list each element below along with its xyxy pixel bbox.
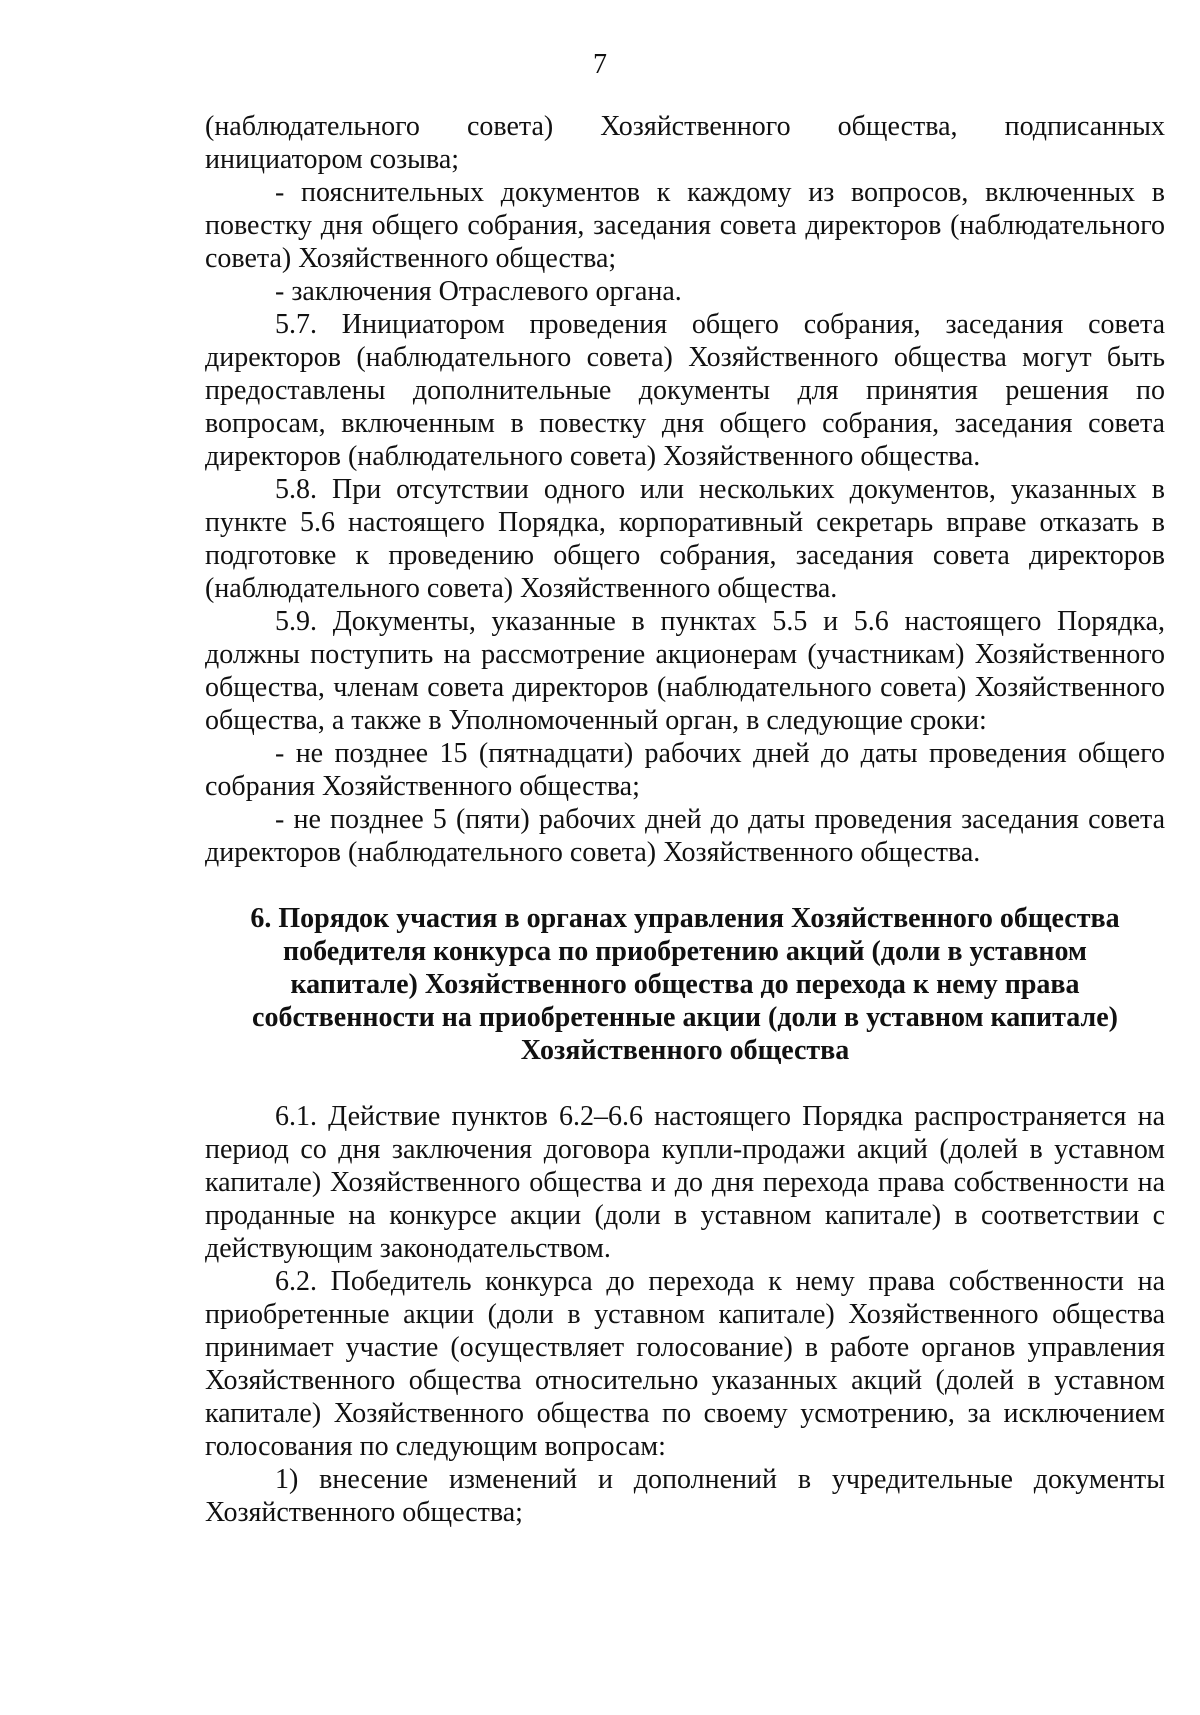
paragraph-6-2-item-1: 1) внесение изменений и дополнений в учредительные документы Хозяйственного общества; [205,1464,1165,1528]
paragraph-deadline-board-meeting: - не позднее 5 (пяти) рабочих дней до даты проведения заседания совета директоров (наблюдательного совета) Хозяйственного общества. [205,804,1165,868]
paragraph-5-9: 5.9. Документы, указанные в пунктах 5.5 и 5.6 настоящего Порядка, должны поступить на рассмотрение акционерам (участникам) Хозяйственного общества, членам совета директоров (наблюдательного совета) Хозяйственного общества, а также в Уполномоченный орган, в следующие сроки: [205,606,1165,736]
paragraph-5-8: 5.8. При отсутствии одного или нескольких документов, указанных в пункте 5.6 настоящего Порядка, корпоративный секретарь вправе отказать в подготовке к проведению общего собрания, заседания совета директоров (наблюдательного совета) Хозяйственного общества. [205,474,1165,604]
paragraph-6-2: 6.2. Победитель конкурса до перехода к нему права собственности на приобретенные акции (доли в уставном капитале) Хозяйственного общества принимает участие (осуществляет голосование) в работе органов управления Хозяйственного общества относительно указанных акций (долей в уставном капитале) Хозяйственного общества по своему усмотрению, за исключением голосования по следующим вопросам: [205,1266,1165,1462]
section-6-heading: 6. Порядок участия в органах управления Хозяйственного общества победителя конкурса по приобретению акций (доли в уставном капитале) Хозяйственного общества до перехода к нему права собственности на приобретенные акции (доли в уставном капитале) Хозяйственного общества [250,903,1120,1066]
paragraph-5-7: 5.7. Инициатором проведения общего собрания, заседания совета директоров (наблюдательного совета) Хозяйственного общества могут быть предоставлены дополнительные документы для принятия решения по вопросам, включенным в повестку дня общего собрания, заседания совета директоров (наблюдательного совета) Хозяйственного общества. [205,309,1165,472]
document-body [205,110,1165,1529]
paragraph-deadline-general-meeting: - не позднее 15 (пятнадцати) рабочих дней до даты проведения общего собрания Хозяйственного общества; [205,738,1165,802]
paragraph-6-1: 6.1. Действие пунктов 6.2–6.6 настоящего Порядка распространяется на период со дня заключения договора купли-продажи акций (долей в уставном капитале) Хозяйственного общества и до дня перехода права собственности на проданные на конкурсе акции (доли в уставном капитале) в соответствии с действующим законодательством. [205,1101,1165,1264]
paragraph-continuation: (наблюдательного совета) Хозяйственного общества, подписанных инициатором созыва; [205,111,1165,175]
paragraph-industry-conclusion: - заключения Отраслевого органа. [275,276,682,307]
page-number: 7 [593,49,607,80]
paragraph-explanatory-docs: - пояснительных документов к каждому из вопросов, включенных в повестку дня общего собрания, заседания совета директоров (наблюдательного совета) Хозяйственного общества; [205,177,1165,274]
